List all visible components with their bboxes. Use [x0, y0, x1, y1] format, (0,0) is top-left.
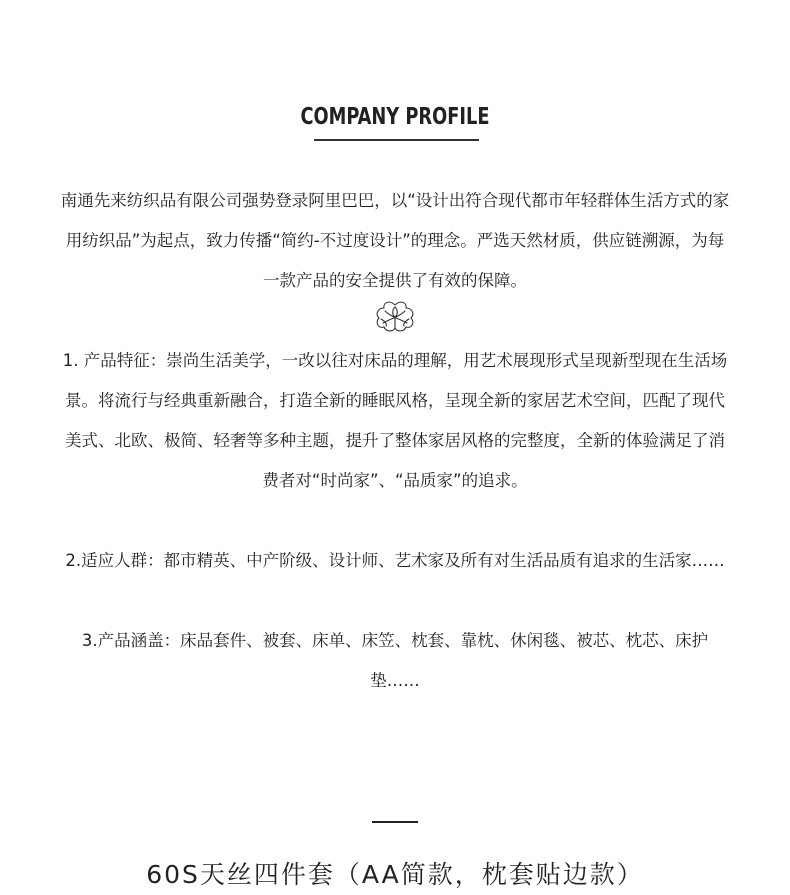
cotton-flower-icon: [373, 298, 417, 334]
product-title: 60S天丝四件套（AA简款，枕套贴边款）: [146, 860, 644, 889]
company-intro-text: 南通先来纺织品有限公司强势登录阿里巴巴，以“设计出符合现代都市年轻群体生活方式的家用纺织品”为起点，致力传播“简约-不过度设计”的理念。严选天然材质，供应链溯源，为每一款产品的安全提供了有效的保障。: [60, 191, 730, 290]
feature-item-1: 1. 产品特征：崇尚生活美学，一改以往对床品的理解，用艺术展现形式呈现新型现在生活场景。将流行与经典重新融合，打造全新的睡眠风格，呈现全新的家居艺术空间，匹配了现代美式、北欧、极简、轻奢等多种主题，提升了整体家居风格的完整度，全新的体验满足了消费者对“时尚家”、“品质家”的追求。: [62, 351, 728, 490]
feature-item-3: 3.产品涵盖：床品套件、被套、床单、床笠、枕套、靠枕、休闲毯、被芯、枕芯、床护垫……: [81, 631, 709, 690]
heading-underline: [314, 139, 479, 141]
section-divider: [372, 821, 418, 823]
feature-item-2: 2.适应人群：都市精英、中产阶级、设计师、艺术家及所有对生活品质有追求的生活家……: [65, 551, 725, 570]
company-profile-heading: COMPANY PROFILE: [300, 104, 490, 130]
